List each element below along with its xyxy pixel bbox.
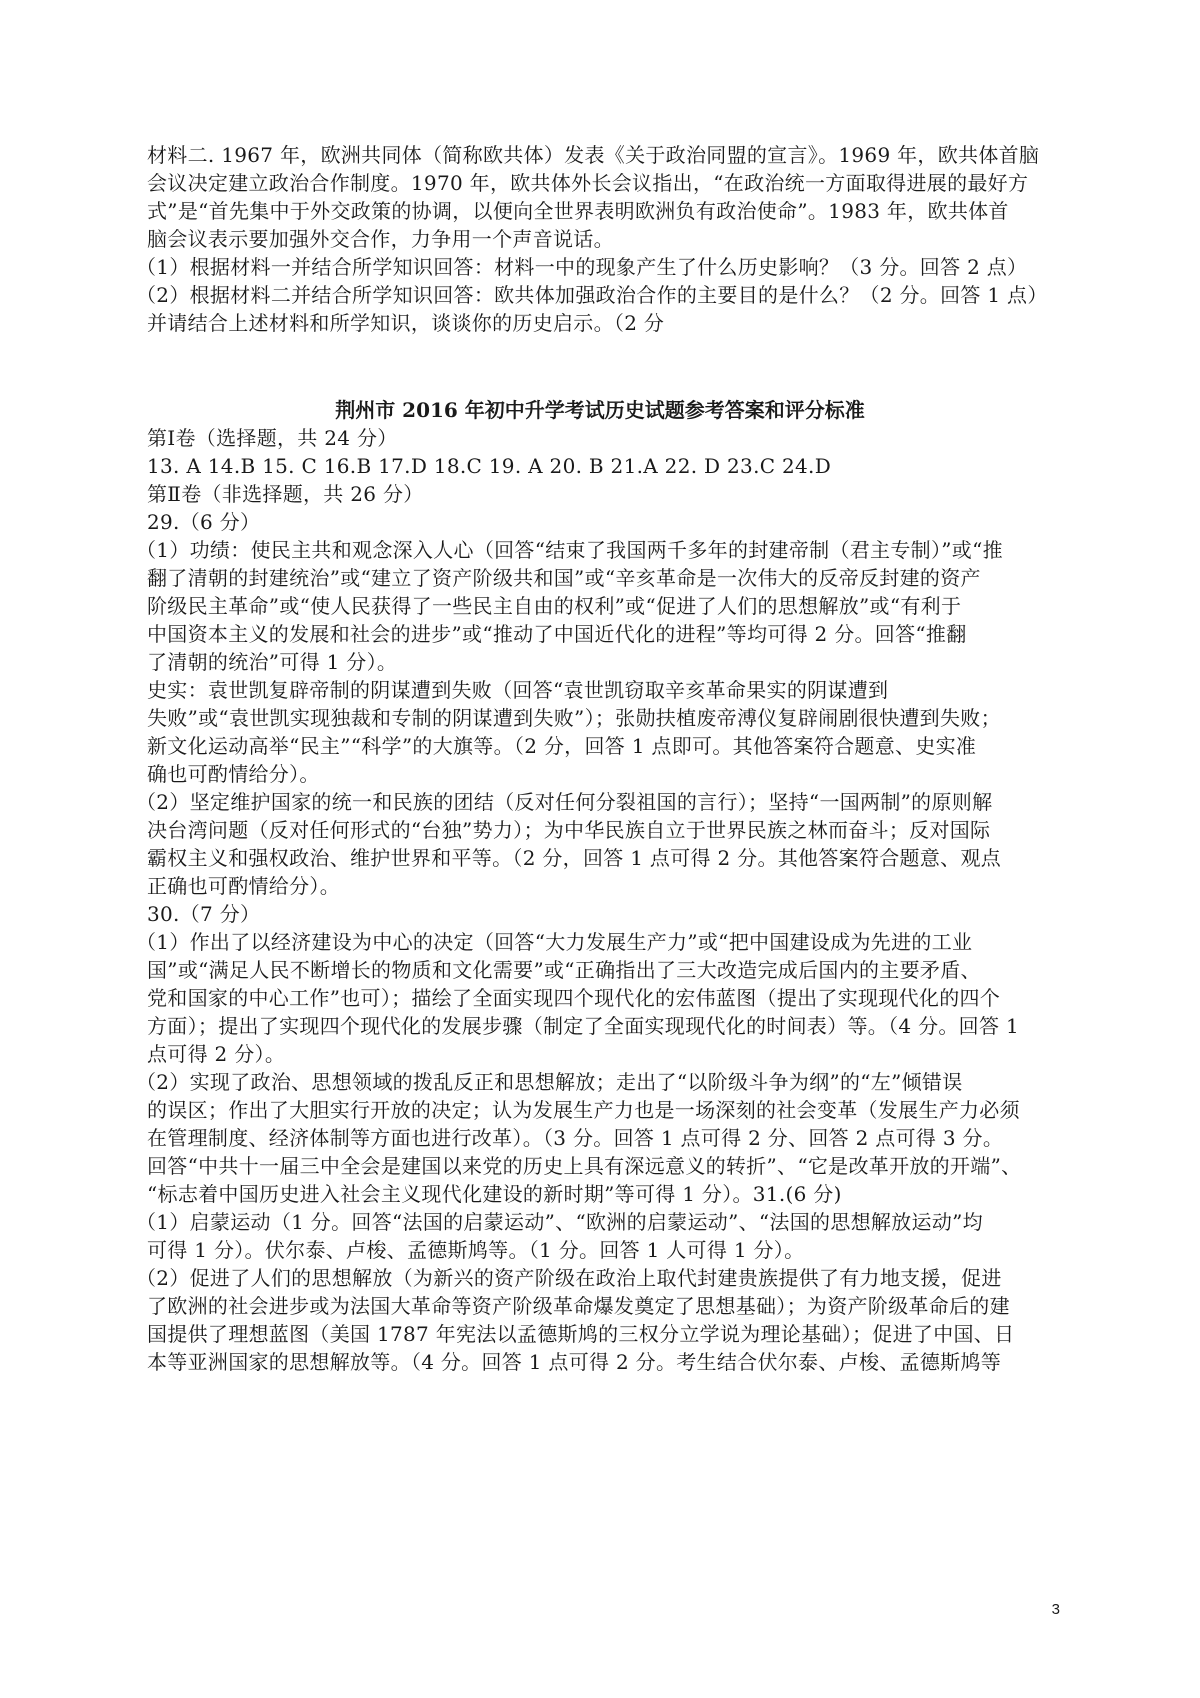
answer-line: 正确也可酌情给分）。 (147, 874, 340, 898)
question-1-line: （1）根据材料一并结合所学知识回答：材料一中的现象产生了什么历史影响？（3 分。回答 2 点） (136, 255, 1028, 279)
answer-line: 本等亚洲国家的思想解放等。（4 分。回答 1 点可得 2 分。考生结合伏尔泰、卢梭、孟德斯鸠等 (147, 1350, 1002, 1374)
answer-line: 失败”或“袁世凯实现独裁和专制的阴谋遭到失败”）；张勋扶植废帝溥仪复辟闹剧很快遭到失败； (147, 706, 1001, 730)
answer-line: 翻了清朝的封建统治”或“建立了资产阶级共和国”或“辛亥革命是一次伟大的反帝反封建的资产 (147, 566, 981, 590)
page-number: 3 (1051, 1601, 1060, 1618)
answer-line: （2）坚定维护国家的统一和民族的团结（反对任何分裂祖国的言行）；坚持“一国两制”的原则解 (136, 790, 993, 814)
answer-line: （1）功绩：使民主共和观念深入人心（回答“结束了我国两千多年的封建帝制（君主专制）”或“推 (136, 538, 1003, 562)
answer-line: （1）启蒙运动（1 分。回答“法国的启蒙运动”、“欧洲的启蒙运动”、“法国的思想解放运动”均 (136, 1210, 983, 1234)
material2-line-3: 式”是“首先集中于外交政策的协调，以便向全世界表明欧洲负有政治使命”。1983 年，欧共体首 (147, 199, 1009, 223)
answer-line: 国提供了理想蓝图（美国 1787 年宪法以孟德斯鸠的三权分立学说为理论基础）；促进了中国、日 (147, 1322, 1015, 1346)
answer-line: 第Ⅰ卷（选择题，共 24 分） (147, 426, 398, 450)
material2-line-4: 脑会议表示要加强外交合作，力争用一个声音说话。 (147, 227, 614, 251)
question-2-continuation: 并请结合上述材料和所学知识，谈谈你的历史启示。（2 分 (147, 311, 665, 335)
answer-line: 了清朝的统治”可得 1 分）。 (147, 650, 398, 674)
answer-line: 可得 1 分）。伏尔泰、卢梭、孟德斯鸠等。（1 分。回答 1 人可得 1 分）。 (147, 1238, 805, 1262)
answer-line: 回答“中共十一届三中全会是建国以来党的历史上具有深远意义的转折”、“它是改革开放的开端”、 (147, 1154, 1022, 1178)
answer-line: （1）作出了以经济建设为中心的决定（回答“大力发展生产力”或“把中国建设成为先进的工业 (136, 930, 973, 954)
answer-line: 方面）；提出了实现四个现代化的发展步骤（制定了全面实现现代化的时间表）等。（4 分。回答 1 (147, 1014, 1019, 1038)
answer-line: （2）实现了政治、思想领域的拨乱反正和思想解放；走出了“以阶级斗争为纲”的“左”倾错误 (136, 1070, 963, 1094)
answer-line: 国”或“满足人民不断增长的物质和文化需要”或“正确指出了三大改造完成后国内的主要矛盾、 (147, 958, 981, 982)
answer-line: （2）促进了人们的思想解放（为新兴的资产阶级在政治上取代封建贵族提供了有力地支援，促进 (136, 1266, 1002, 1290)
answer-line: 第Ⅱ卷（非选择题，共 26 分） (147, 482, 424, 506)
answer-line: 确也可酌情给分）。 (147, 762, 320, 786)
answer-line: 中国资本主义的发展和社会的进步”或“推动了中国近代化的进程”等均可得 2 分。回答“推翻 (147, 622, 967, 646)
answer-line: 阶级民主革命”或“使人民获得了一些民主自由的权利”或“促进了人们的思想解放”或“有利于 (147, 594, 962, 618)
answer-line: 点可得 2 分）。 (147, 1042, 286, 1066)
answer-line: 30.（7 分） (147, 902, 261, 926)
answer-line: 霸权主义和强权政治、维护世界和平等。（2 分，回答 1 点可得 2 分。其他答案符合题意、观点 (147, 846, 1002, 870)
answer-line: 13. A 14.B 15. C 16.B 17.D 18.C 19. A 20. B 21.A 22. D 23.C 24.D (147, 454, 832, 478)
answer-line: 决台湾问题（反对任何形式的“台独”势力）；为中华民族自立于世界民族之林而奋斗；反对国际 (147, 818, 991, 842)
answer-line: 29.（6 分） (147, 510, 261, 534)
answer-line: 新文化运动高举“民主”“科学”的大旗等。（2 分，回答 1 点即可。其他答案符合题意、史实准 (147, 734, 977, 758)
material2-line-1: 材料二. 1967 年，欧洲共同体（简称欧共体）发表《关于政治同盟的宣言》。1969 年，欧共体首脑 (147, 143, 1040, 167)
material2-line-2: 会议决定建立政治合作制度。1970 年，欧共体外长会议指出，“在政治统一方面取得进展的最好方 (147, 171, 1029, 195)
answer-line: “标志着中国历史进入社会主义现代化建设的新时期”等可得 1 分）。31.(6 分) (147, 1182, 842, 1206)
answer-line: 在管理制度、经济体制等方面也进行改革）。（3 分。回答 1 点可得 2 分、回答 2 点可得 3 分。 (147, 1126, 1004, 1150)
answer-line: 的误区；作出了大胆实行开放的决定；认为发展生产力也是一场深刻的社会变革（发展生产力必须 (147, 1098, 1020, 1122)
answer-line: 了欧洲的社会进步或为法国大革命等资产阶级革命爆发奠定了思想基础）；为资产阶级革命后的建 (147, 1294, 1010, 1318)
answer-line: 党和国家的中心工作”也可）；描绘了全面实现四个现代化的宏伟蓝图（提出了实现现代化的四个 (147, 986, 1001, 1010)
answer-line: 史实：袁世凯复辟帝制的阴谋遭到失败（回答“袁世凯窃取辛亥革命果实的阴谋遭到 (147, 678, 889, 702)
answer-key-title: 荆州市 2016 年初中升学考试历史试题参考答案和评分标准 (335, 398, 865, 422)
question-2-line: （2）根据材料二并结合所学知识回答：欧共体加强政治合作的主要目的是什么？（2 分。回答 1 点） (136, 283, 1048, 307)
